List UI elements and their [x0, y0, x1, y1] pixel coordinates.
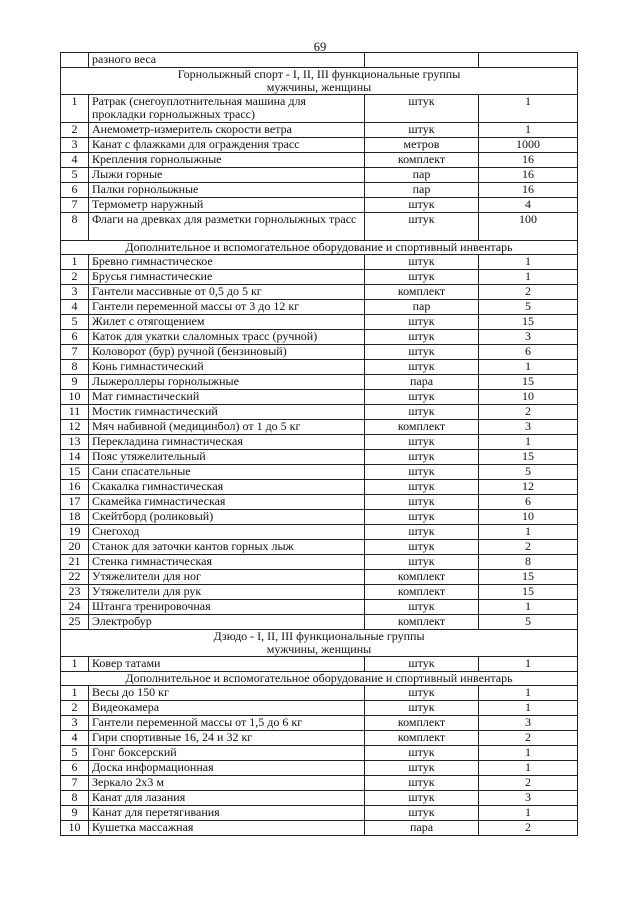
item-number: 18 — [61, 510, 89, 525]
item-quantity: 15 — [479, 585, 578, 600]
item-quantity: 1 — [479, 123, 578, 138]
item-unit: штук — [365, 270, 479, 285]
item-unit: штук — [365, 390, 479, 405]
item-unit: комплект — [365, 731, 479, 746]
table-row — [61, 761, 578, 776]
item-unit: комплект — [365, 153, 479, 168]
item-quantity: 6 — [479, 495, 578, 510]
item-unit: штук — [365, 435, 479, 450]
item-name: Бревно гимнастическое — [89, 255, 365, 270]
table-row — [61, 53, 578, 68]
item-unit: штук — [365, 95, 479, 123]
item-quantity: 1 — [479, 435, 578, 450]
section-title: Горнолыжный спорт - I, II, III функциональные группы мужчины, женщины — [61, 68, 578, 95]
item-unit: штук — [365, 510, 479, 525]
item-number: 10 — [61, 821, 89, 836]
item-name: Коловорот (бур) ручной (бензиновый) — [89, 345, 365, 360]
section-header-row — [61, 672, 578, 686]
item-number: 6 — [61, 330, 89, 345]
item-name: разного веса — [89, 53, 365, 68]
item-unit: пар — [365, 168, 479, 183]
item-number: 7 — [61, 198, 89, 213]
item-name: Весы до 150 кг — [89, 686, 365, 701]
item-number: 8 — [61, 791, 89, 806]
item-number: 11 — [61, 405, 89, 420]
table-row — [61, 791, 578, 806]
item-unit: штук — [365, 776, 479, 791]
item-unit: штук — [365, 465, 479, 480]
item-quantity: 10 — [479, 510, 578, 525]
item-number: 20 — [61, 540, 89, 555]
item-name: Гантели переменной массы от 1,5 до 6 кг — [89, 716, 365, 731]
item-quantity: 2 — [479, 405, 578, 420]
item-name: Станок для заточки кантов горных лыж — [89, 540, 365, 555]
item-quantity: 1000 — [479, 138, 578, 153]
table-row — [61, 525, 578, 540]
item-unit: штук — [365, 806, 479, 821]
item-unit: штук — [365, 123, 479, 138]
section-header-row — [61, 241, 578, 255]
item-quantity: 1 — [479, 525, 578, 540]
item-name: Мяч набивной (медицинбол) от 1 до 5 кг — [89, 420, 365, 435]
table-row — [61, 776, 578, 791]
item-unit: комплект — [365, 285, 479, 300]
item-number: 13 — [61, 435, 89, 450]
item-quantity: 1 — [479, 761, 578, 776]
item-quantity: 16 — [479, 153, 578, 168]
item-name: Мостик гимнастический — [89, 405, 365, 420]
item-number: 3 — [61, 285, 89, 300]
table-row — [61, 345, 578, 360]
item-quantity: 5 — [479, 300, 578, 315]
item-number: 6 — [61, 183, 89, 198]
table-row — [61, 138, 578, 153]
item-name: Термометр наружный — [89, 198, 365, 213]
item-unit: штук — [365, 540, 479, 555]
item-name: Жилет с отягощением — [89, 315, 365, 330]
item-quantity: 15 — [479, 315, 578, 330]
item-number: 8 — [61, 213, 89, 241]
item-quantity: 1 — [479, 255, 578, 270]
section-header-row — [61, 68, 578, 95]
item-name: Гантели переменной массы от 3 до 12 кг — [89, 300, 365, 315]
item-unit: пар — [365, 183, 479, 198]
item-quantity: 1 — [479, 686, 578, 701]
item-number: 5 — [61, 315, 89, 330]
item-unit: комплект — [365, 570, 479, 585]
item-unit: штук — [365, 450, 479, 465]
item-unit: штук — [365, 495, 479, 510]
item-unit: штук — [365, 555, 479, 570]
item-unit: метров — [365, 138, 479, 153]
item-number: 1 — [61, 255, 89, 270]
item-number: 2 — [61, 701, 89, 716]
item-quantity: 1 — [479, 600, 578, 615]
item-unit: штук — [365, 701, 479, 716]
table-row — [61, 555, 578, 570]
item-name: Гантели массивные от 0,5 до 5 кг — [89, 285, 365, 300]
item-unit: комплект — [365, 585, 479, 600]
item-quantity: 1 — [479, 270, 578, 285]
item-quantity: 16 — [479, 183, 578, 198]
table-row — [61, 315, 578, 330]
item-number: 6 — [61, 761, 89, 776]
item-quantity: 2 — [479, 540, 578, 555]
table-row — [61, 510, 578, 525]
item-name: Палки горнолыжные — [89, 183, 365, 198]
item-number: 7 — [61, 776, 89, 791]
item-number: 5 — [61, 746, 89, 761]
item-number: 19 — [61, 525, 89, 540]
table-row — [61, 657, 578, 672]
table-row — [61, 198, 578, 213]
item-number: 3 — [61, 138, 89, 153]
item-quantity: 4 — [479, 198, 578, 213]
table-row — [61, 615, 578, 630]
table-row — [61, 375, 578, 390]
item-number: 25 — [61, 615, 89, 630]
table-row — [61, 701, 578, 716]
item-name: Каток для укатки слаломных трасс (ручной) — [89, 330, 365, 345]
table-row — [61, 480, 578, 495]
item-quantity: 3 — [479, 420, 578, 435]
table-row — [61, 330, 578, 345]
item-quantity: 2 — [479, 821, 578, 836]
item-unit: пара — [365, 375, 479, 390]
item-quantity: 1 — [479, 701, 578, 716]
item-name: Скейтборд (роликовый) — [89, 510, 365, 525]
table-row — [61, 123, 578, 138]
item-unit: штук — [365, 405, 479, 420]
item-unit: штук — [365, 198, 479, 213]
item-unit: комплект — [365, 615, 479, 630]
item-quantity: 100 — [479, 213, 578, 241]
item-quantity: 1 — [479, 360, 578, 375]
table-row — [61, 285, 578, 300]
table-row — [61, 300, 578, 315]
item-name: Канат для перетягивания — [89, 806, 365, 821]
section-title: Дзюдо - I, II, III функциональные группы мужчины, женщины — [61, 630, 578, 657]
item-name: Лыжи горные — [89, 168, 365, 183]
item-quantity: 16 — [479, 168, 578, 183]
item-quantity: 10 — [479, 390, 578, 405]
item-name: Брусья гимнастические — [89, 270, 365, 285]
item-unit: пар — [365, 300, 479, 315]
item-number: 1 — [61, 657, 89, 672]
item-number: 5 — [61, 168, 89, 183]
table-row — [61, 360, 578, 375]
item-quantity — [479, 53, 578, 68]
item-quantity: 15 — [479, 570, 578, 585]
item-unit: комплект — [365, 716, 479, 731]
item-name: Ратрак (снегоуплотнительная машина для прокладки горнолыжных трасс) — [89, 95, 365, 123]
section-header-row — [61, 630, 578, 657]
item-quantity: 5 — [479, 465, 578, 480]
item-name: Ковер татами — [89, 657, 365, 672]
item-number: 21 — [61, 555, 89, 570]
table-row — [61, 746, 578, 761]
item-name: Пояс утяжелительный — [89, 450, 365, 465]
item-name: Канат для лазания — [89, 791, 365, 806]
item-name: Гонг боксерский — [89, 746, 365, 761]
item-name: Сани спасательные — [89, 465, 365, 480]
table-row — [61, 570, 578, 585]
item-number — [61, 53, 89, 68]
item-number: 12 — [61, 420, 89, 435]
item-name: Стенка гимнастическая — [89, 555, 365, 570]
item-number: 2 — [61, 270, 89, 285]
table-row — [61, 495, 578, 510]
item-number: 16 — [61, 480, 89, 495]
item-number: 3 — [61, 716, 89, 731]
item-number: 4 — [61, 153, 89, 168]
item-number: 2 — [61, 123, 89, 138]
item-quantity: 15 — [479, 375, 578, 390]
item-number: 24 — [61, 600, 89, 615]
section-title: Дополнительное и вспомогательное оборудование и спортивный инвентарь — [61, 672, 578, 686]
item-unit: комплект — [365, 420, 479, 435]
item-unit: штук — [365, 213, 479, 241]
item-name: Мат гимнастический — [89, 390, 365, 405]
item-quantity: 2 — [479, 731, 578, 746]
table-row — [61, 686, 578, 701]
item-quantity: 1 — [479, 657, 578, 672]
item-unit: штук — [365, 330, 479, 345]
item-quantity: 15 — [479, 450, 578, 465]
table-row — [61, 420, 578, 435]
item-number: 8 — [61, 360, 89, 375]
item-number: 4 — [61, 300, 89, 315]
table-row — [61, 168, 578, 183]
table-row — [61, 435, 578, 450]
item-name: Зеркало 2х3 м — [89, 776, 365, 791]
item-unit: пара — [365, 821, 479, 836]
item-unit: штук — [365, 480, 479, 495]
table-row — [61, 465, 578, 480]
item-name: Крепления горнолыжные — [89, 153, 365, 168]
item-name: Анемометр-измеритель скорости ветра — [89, 123, 365, 138]
item-number: 14 — [61, 450, 89, 465]
item-name: Штанга тренировочная — [89, 600, 365, 615]
item-number: 4 — [61, 731, 89, 746]
item-number: 17 — [61, 495, 89, 510]
item-name: Флаги на древках для разметки горнолыжных трасс — [89, 213, 365, 241]
table-row — [61, 600, 578, 615]
item-name: Видеокамера — [89, 701, 365, 716]
table-row — [61, 183, 578, 198]
table-row — [61, 270, 578, 285]
item-quantity: 12 — [479, 480, 578, 495]
item-number: 22 — [61, 570, 89, 585]
item-quantity: 6 — [479, 345, 578, 360]
item-quantity: 8 — [479, 555, 578, 570]
item-name: Доска информационная — [89, 761, 365, 776]
table-row — [61, 806, 578, 821]
item-unit: штук — [365, 360, 479, 375]
item-unit: штук — [365, 761, 479, 776]
item-number: 9 — [61, 375, 89, 390]
item-number: 1 — [61, 95, 89, 123]
item-name: Кушетка массажная — [89, 821, 365, 836]
item-number: 23 — [61, 585, 89, 600]
table-row — [61, 585, 578, 600]
equipment-table-body — [61, 53, 578, 836]
item-unit: штук — [365, 686, 479, 701]
item-name: Конь гимнастический — [89, 360, 365, 375]
table-row — [61, 821, 578, 836]
table-row — [61, 213, 578, 241]
table-row — [61, 405, 578, 420]
table-row — [61, 153, 578, 168]
item-number: 1 — [61, 686, 89, 701]
item-quantity: 2 — [479, 285, 578, 300]
table-row — [61, 540, 578, 555]
item-unit: штук — [365, 746, 479, 761]
item-name: Гири спортивные 16, 24 и 32 кг — [89, 731, 365, 746]
item-unit: штук — [365, 255, 479, 270]
item-quantity: 5 — [479, 615, 578, 630]
item-number: 7 — [61, 345, 89, 360]
page-number: 69 — [313, 40, 327, 54]
item-unit — [365, 53, 479, 68]
table-row — [61, 390, 578, 405]
item-name: Снегоход — [89, 525, 365, 540]
item-name: Лыжероллеры горнолыжные — [89, 375, 365, 390]
item-name: Утяжелители для рук — [89, 585, 365, 600]
table-row — [61, 255, 578, 270]
table-row — [61, 716, 578, 731]
item-unit: штук — [365, 315, 479, 330]
item-name: Перекладина гимнастическая — [89, 435, 365, 450]
equipment-table — [60, 52, 578, 836]
item-quantity: 1 — [479, 746, 578, 761]
item-quantity: 3 — [479, 330, 578, 345]
item-unit: штук — [365, 600, 479, 615]
item-number: 9 — [61, 806, 89, 821]
table-row — [61, 450, 578, 465]
item-number: 10 — [61, 390, 89, 405]
item-quantity: 3 — [479, 716, 578, 731]
table-row — [61, 95, 578, 123]
item-unit: штук — [365, 345, 479, 360]
item-quantity: 1 — [479, 95, 578, 123]
item-unit: штук — [365, 791, 479, 806]
item-quantity: 2 — [479, 776, 578, 791]
section-title: Дополнительное и вспомогательное оборудование и спортивный инвентарь — [61, 241, 578, 255]
table-row — [61, 731, 578, 746]
item-number: 15 — [61, 465, 89, 480]
item-quantity: 1 — [479, 806, 578, 821]
item-name: Электробур — [89, 615, 365, 630]
item-name: Канат с флажками для ограждения трасс — [89, 138, 365, 153]
item-name: Утяжелители для ног — [89, 570, 365, 585]
item-unit: штук — [365, 525, 479, 540]
item-unit: штук — [365, 657, 479, 672]
item-name: Скамейка гимнастическая — [89, 495, 365, 510]
item-name: Скакалка гимнастическая — [89, 480, 365, 495]
item-quantity: 3 — [479, 791, 578, 806]
